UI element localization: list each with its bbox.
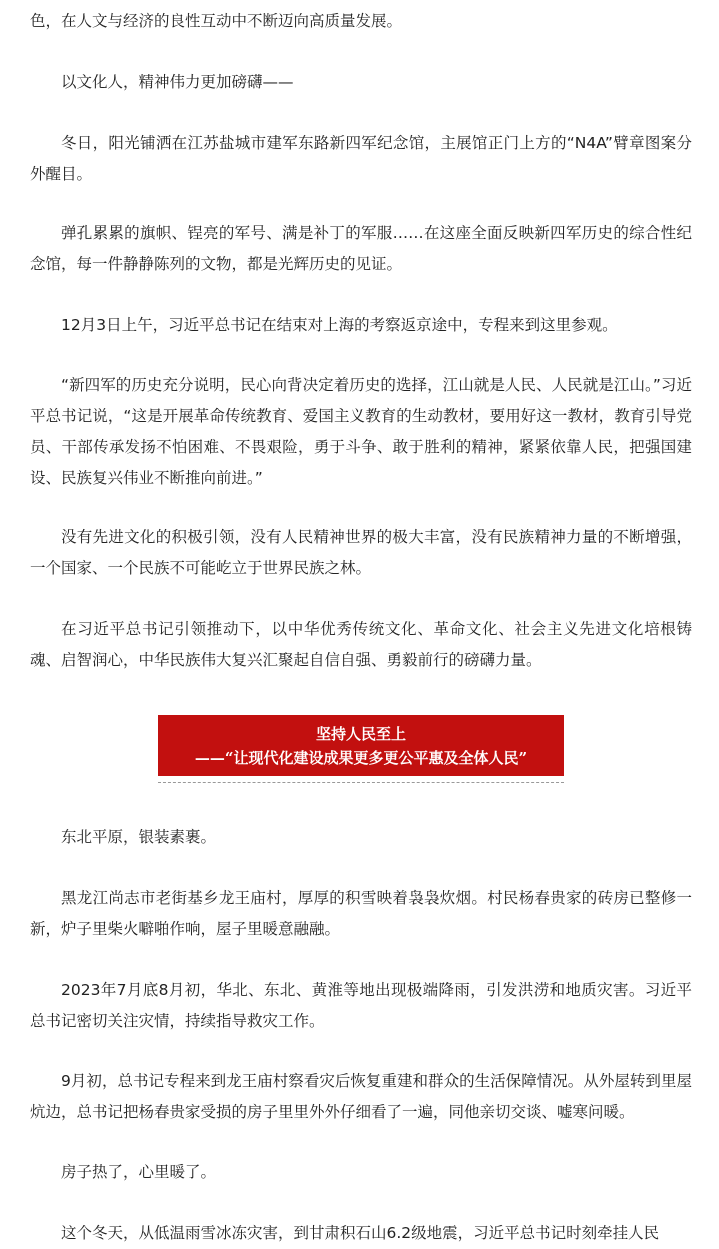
article-paragraph: 以文化人，精神伟力更加磅礴—— <box>61 73 294 91</box>
article-paragraph: “新四军的历史充分说明，民心向背决定着历史的选择，江山就是人民、人民就是江山。”习近平总书记说，“这是开展革命传统教育、爱国主义教育的生动教材，要用好这一教材，教育引导党员、干部传承发扬不怕困难、不畏艰险，勇于斗争、敢于胜利的精神，紧紧依靠人民，把强国建设、民族复兴伟业不断推向前进。” <box>30 376 692 487</box>
article-paragraph: 弹孔累累的旗帜、锃亮的军号、满是补丁的军服……在这座全面反映新四军历史的综合性纪念馆，每一件静静陈列的文物，都是光辉历史的见证。 <box>30 224 692 273</box>
article-paragraph: 9月初，总书记专程来到龙王庙村察看灾后恢复重建和群众的生活保障情况。从外屋转到里屋炕边，总书记把杨春贵家受损的房子里里外外仔细看了一遍，同他亲切交谈、嘘寒问暖。 <box>30 1072 692 1121</box>
section-banner <box>30 715 692 783</box>
article-paragraph: 冬日，阳光铺洒在江苏盐城市建军东路新四军纪念馆，主展馆正门上方的“N4A”臂章图案分外醒目。 <box>30 134 692 183</box>
section-banner-divider <box>158 782 564 783</box>
article-paragraph: 色，在人文与经济的良性互动中不断迈向高质量发展。 <box>30 12 403 30</box>
article-paragraph: 在习近平总书记引领推动下，以中华优秀传统文化、革命文化、社会主义先进文化培根铸魂、启智润心，中华民族伟大复兴汇聚起自信自强、勇毅前行的磅礴力量。 <box>30 620 692 669</box>
article-paragraph: 没有先进文化的积极引领，没有人民精神世界的极大丰富，没有民族精神力量的不断增强，一个国家、一个民族不可能屹立于世界民族之林。 <box>30 528 692 577</box>
article-paragraph: 东北平原，银装素裹。 <box>61 828 217 846</box>
article-paragraph: 2023年7月底8月初，华北、东北、黄淮等地出现极端降雨，引发洪涝和地质灾害。习近平总书记密切关注灾情，持续指导救灾工作。 <box>30 981 692 1030</box>
section-banner-title: 坚持人民至上 <box>315 724 406 743</box>
article-paragraph: 房子热了，心里暖了。 <box>61 1163 217 1181</box>
article-paragraph: 这个冬天，从低温雨雪冰冻灾害，到甘肃积石山6.2级地震，习近平总书记时刻牵挂人民 <box>61 1224 660 1242</box>
section-banner-subtitle: ——“让现代化建设成果更多更公平惠及全体人民” <box>194 748 528 767</box>
article-paragraph: 黑龙江尚志市老街基乡龙王庙村，厚厚的积雪映着袅袅炊烟。村民杨春贵家的砖房已整修一新，炉子里柴火噼啪作响，屋子里暖意融融。 <box>30 889 692 938</box>
section-banner-box <box>158 715 564 776</box>
article-paragraph: 12月3日上午，习近平总书记在结束对上海的考察返京途中，专程来到这里参观。 <box>61 316 618 334</box>
